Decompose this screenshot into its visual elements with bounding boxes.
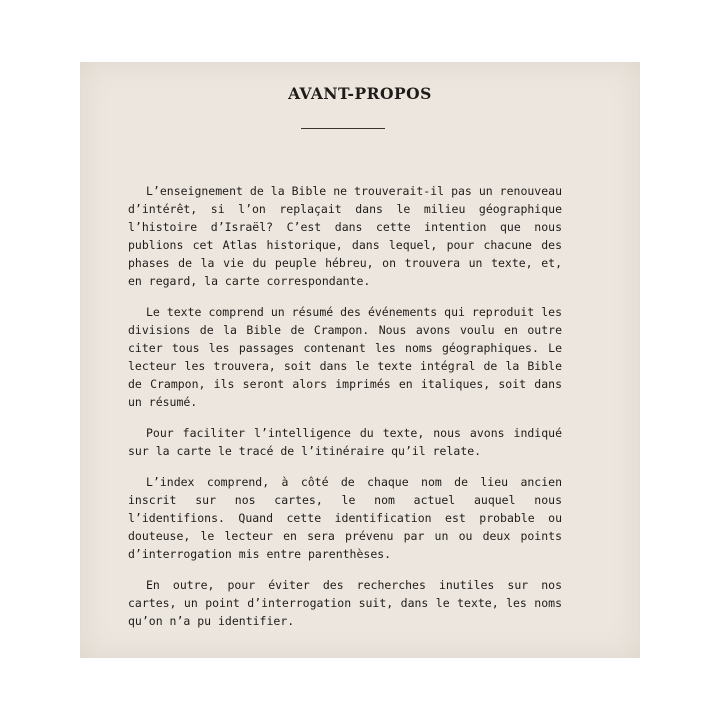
paragraph-4: L’index comprend, à côté de chaque nom de lieu ancien inscrit sur nos cartes, le nom actuel auquel nous l’identifions. Quand cette identification est probable ou douteuse, le lecteur en sera prévenu par un ou deux points d’interrogation mis entre parenthèses. xyxy=(128,475,562,561)
body-text xyxy=(128,182,562,630)
book-page xyxy=(80,62,640,658)
paragraph-1: L’enseignement de la Bible ne trouverait-il pas un renouveau d’intérêt, si l’on replaçait dans le milieu géographique l’histoire d’Israël? C’est dans cette intention que nous publions cet Atlas historique, dans lequel, pour chacune des phases de la vie du peuple hébreu, on trouvera un texte, et, en regard, la carte correspondante. xyxy=(128,184,562,288)
title-divider xyxy=(301,128,385,129)
page-title: AVANT-PROPOS xyxy=(288,84,432,103)
paragraph-2: Le texte comprend un résumé des événements qui reproduit les divisions de la Bible de Crampon. Nous avons voulu en outre citer tous les passages contenant les noms géographiques. Le lecteur les trouvera, soit dans le texte intégral de la Bible de Crampon, ils seront alors imprimés en italiques, soit dans un résumé. xyxy=(128,305,562,409)
paragraph-5: En outre, pour éviter des recherches inutiles sur nos cartes, un point d’interrogation suit, dans le texte, les noms qu’on n’a pu identifier. xyxy=(128,578,562,628)
paragraph-3: Pour faciliter l’intelligence du texte, nous avons indiqué sur la carte le tracé de l’itinéraire qu’il relate. xyxy=(128,426,562,458)
